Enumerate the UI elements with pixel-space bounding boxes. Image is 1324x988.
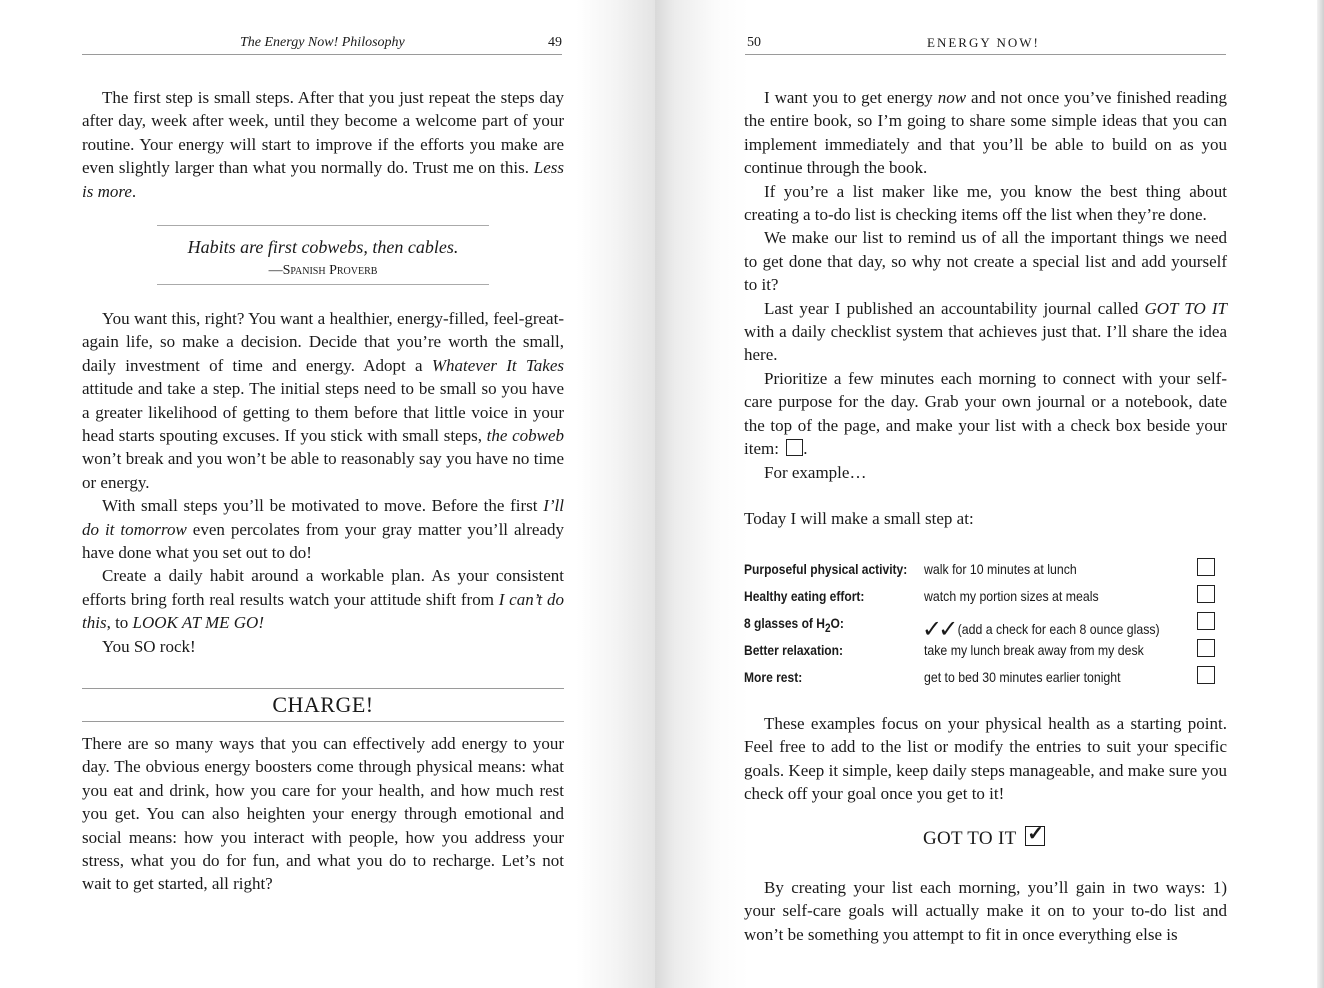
section-heading: CHARGE! <box>272 692 374 717</box>
checkbox[interactable] <box>1197 612 1215 630</box>
checklist-label: Healthy eating effort: <box>744 588 865 604</box>
list-intro: Today I will make a small step at: <box>744 509 974 528</box>
checkbox[interactable] <box>1197 666 1215 684</box>
text-run: Prioritize a few minutes each morning to connect with your self-care purpose for the day. Grab your own journal or a notebook, date the top of the page, and make your list with a check box beside your item: <box>744 368 1227 459</box>
text-run: I want you to get energy <box>764 88 938 107</box>
emphasis-text: LOOK AT ME GO! <box>132 613 264 633</box>
got-to-it-logo <box>923 823 1045 850</box>
checklist-value: walk for 10 minutes at lunch <box>924 561 1077 577</box>
section-heading-box <box>82 688 564 722</box>
body-paragraph <box>744 297 1227 367</box>
right-page-header <box>745 34 1226 55</box>
body-paragraph <box>744 180 1227 227</box>
body-paragraph-group <box>744 86 1227 484</box>
checkbox-icon <box>786 439 803 456</box>
emphasis-text: now <box>937 88 967 107</box>
text-run: even percolates from your gray matter you’ll already have done what you set out to do! <box>82 519 564 563</box>
checkbox[interactable] <box>1197 558 1215 576</box>
body-paragraph <box>82 307 564 494</box>
checklist-row <box>744 558 1228 580</box>
checkbox[interactable] <box>1197 585 1215 603</box>
checklist-value: get to bed 30 minutes earlier tonight <box>924 669 1121 685</box>
text-run: We make our list to remind us of all the important things we need to get done that day, so why not create a special list and add yourself to it? <box>744 228 1227 295</box>
text-run: With small steps you’ll be motivated to move. Before the first <box>102 496 544 516</box>
quote-text: Habits are first cobwebs, then cables. <box>187 237 459 257</box>
body-paragraph-group <box>744 712 1227 806</box>
value-text: (add a check for each 8 ounce glass) <box>957 621 1160 637</box>
checklist-row <box>744 639 1228 661</box>
checked-box-icon <box>1025 823 1045 846</box>
text-run: You want this, right? You want a healthier, energy-filled, feel-great-again life, so make a decision. Decide that you’re worth the small, daily investment of time and energy. Adopt a <box>82 309 564 375</box>
body-paragraph <box>744 226 1227 296</box>
left-page <box>0 0 655 988</box>
quote-author: —Spanish Proverb <box>268 263 378 278</box>
body-paragraph-group <box>744 876 1227 946</box>
running-title: ENERGY NOW! <box>927 35 1040 50</box>
checklist-value: take my lunch break away from my desk <box>924 642 1144 658</box>
body-paragraph <box>744 367 1227 461</box>
checkbox[interactable] <box>1197 639 1215 657</box>
text-run: , to <box>106 613 133 633</box>
page-number: 50 <box>747 35 761 50</box>
text-run: with a daily checklist system that achieves just that. I’ll share the idea here. <box>744 322 1227 365</box>
text-run: There are so many ways that you can effectively add energy to your day. The obvious energy boosters come through physical means: what you eat and drink, how you care for your health, and how much rest you get. You can also heighten your energy through emotional and social means: how you interact with people, how you address your stress, what you do for fun, and what you do to recharge. Let’s not wait to get started, all right? <box>82 734 564 894</box>
text-run: For example… <box>764 462 867 482</box>
page-edge <box>1317 0 1324 988</box>
text-run: and not once you’ve finished reading the entire book, so I’m going to share some simple ideas that you can implement immediately and that you’ll be able to build on as you continue through the book. <box>744 88 1227 178</box>
emphasis-text: the cobweb <box>486 426 564 446</box>
text-run: Create a daily habit around a workable plan. As your consistent efforts bring forth real results watch your attitude shift from <box>82 566 564 609</box>
checklist-value: watch my portion sizes at meals <box>924 588 1099 604</box>
checklist-label <box>744 615 844 635</box>
running-title: The Energy Now! Philosophy <box>240 35 405 50</box>
emphasis-text: I’ll do it tomorrow <box>82 496 564 539</box>
body-paragraph <box>82 494 564 564</box>
checkmarks-icon: ✓✓ <box>921 616 955 643</box>
text-run: The first step is small steps. After that you just repeat the steps day after day, week after week, until they become a welcome part of your routine. Your energy will start to improve if the efforts you make are even slightly larger than what you normally do. Trust me on this. <box>82 88 564 178</box>
body-paragraph <box>82 732 564 896</box>
emphasis-text: Whatever It Takes <box>431 355 564 375</box>
body-paragraph <box>744 86 1227 180</box>
body-paragraph-group <box>82 86 564 203</box>
body-paragraph: These examples focus on your physical health as a starting point. Feel free to add to the list or modify the entries to suit your specific goals. Keep it simple, keep daily steps manageable, and make sure you check off your goal once you get to it! <box>744 714 1227 804</box>
checklist-row <box>744 585 1228 607</box>
text-run: . <box>803 439 808 459</box>
body-paragraph <box>744 461 1227 484</box>
left-page-header <box>82 34 562 55</box>
text-run: You SO rock! <box>102 636 196 656</box>
label-text-end: O: <box>830 615 844 631</box>
text-run: attitude and take a step. The initial steps need to be small so you have a greater likelihood of getting to them before that little voice in your head starts spouting excuses. If you stick with small steps, <box>82 379 564 446</box>
checklist-label: Purposeful physical activity: <box>744 561 908 577</box>
emphasis-text: GOT TO IT <box>1144 298 1227 318</box>
text-run: won’t break and you won’t be able to reasonably say you have no time or energy. <box>82 449 564 492</box>
body-paragraph-group <box>82 732 564 896</box>
emphasis-text: Less is more <box>82 158 564 201</box>
pull-quote <box>157 225 489 285</box>
checklist-label: More rest: <box>744 669 803 685</box>
text-run: . <box>131 181 137 201</box>
check-glyph: ✓ <box>1027 823 1045 845</box>
page-number: 49 <box>548 35 562 50</box>
got-to-it-label: GOT TO IT <box>923 828 1017 849</box>
body-paragraph-group <box>82 307 564 658</box>
body-paragraph <box>82 635 564 658</box>
text-run: If you’re a list maker like me, you know the best thing about creating a to-do list is checking items off the list when they’re done. <box>744 181 1227 225</box>
label-subscript: 2 <box>824 621 831 635</box>
checklist-row <box>744 666 1228 688</box>
text-run: Last year I published an accountability journal called <box>764 298 1145 318</box>
emphasis-text: I can’t do this <box>82 589 564 633</box>
checklist-row <box>744 612 1228 643</box>
checklist-label: Better relaxation: <box>744 642 844 658</box>
right-page <box>655 0 1324 988</box>
body-paragraph <box>82 86 564 203</box>
body-paragraph <box>82 564 564 634</box>
label-text: 8 glasses of H <box>744 615 825 631</box>
body-paragraph: By creating your list each morning, you’ll gain in two ways: 1) your self-care goals will actually make it on to your to-do list and won’t be something you attempt to fit in once everything else is <box>744 878 1227 944</box>
